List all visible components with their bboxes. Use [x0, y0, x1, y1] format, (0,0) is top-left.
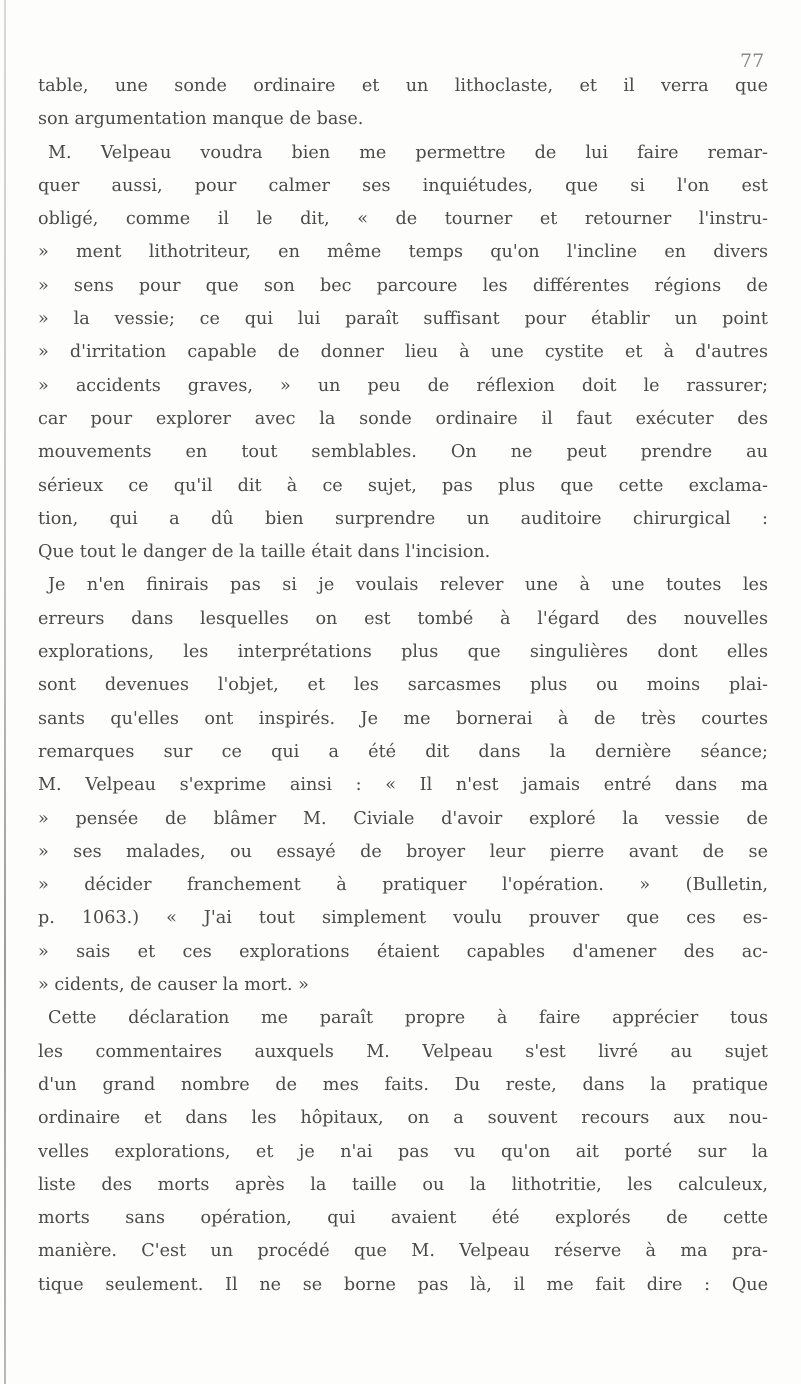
text-line: Je n'en finirais pas si je voulais relever une à une toutes les — [48, 575, 768, 596]
text-line: velles explorations, et je n'ai pas vu qu'on ait porté sur la — [38, 1141, 768, 1162]
text-line: obligé, comme il le dit, « de tourner et retourner l'instru- — [38, 209, 768, 230]
text-line: explorations, les interprétations plus que singulières dont elles — [38, 642, 768, 663]
body-text — [38, 70, 768, 1302]
text-line: » pensée de blâmer M. Civiale d'avoir exploré la vessie de — [38, 808, 768, 829]
text-line: » accidents graves, » un peu de réflexion doit le rassurer; — [38, 375, 768, 396]
text-line: Que tout le danger de la taille était dans l'incision. — [38, 542, 491, 563]
text-line: erreurs dans lesquelles on est tombé à l'égard des nouvelles — [38, 608, 768, 629]
text-line: sérieux ce qu'il dit à ce sujet, pas plus que cette exclama- — [38, 475, 768, 496]
text-line: Cette déclaration me paraît propre à faire apprécier tous — [48, 1008, 768, 1029]
text-line: M. Velpeau s'exprime ainsi : « Il n'est jamais entré dans ma — [38, 775, 768, 796]
text-line: remarques sur ce qui a été dit dans la dernière séance; — [38, 741, 768, 762]
text-line: » d'irritation capable de donner lieu à une cystite et à d'autres — [38, 342, 768, 363]
text-line: sants qu'elles ont inspirés. Je me bornerai à de très courtes — [38, 708, 768, 729]
text-line: tique seulement. Il ne se borne pas là, il me fait dire : Que — [38, 1274, 768, 1295]
text-line: car pour explorer avec la sonde ordinaire il faut exécuter des — [38, 408, 768, 429]
text-line: » la vessie; ce qui lui paraît suffisant pour établir un point — [38, 309, 768, 330]
page-edge-shadow — [4, 0, 6, 1384]
text-line: quer aussi, pour calmer ses inquiétudes, que si l'on est — [38, 175, 768, 196]
text-line: manière. C'est un procédé que M. Velpeau réserve à ma pra- — [38, 1241, 768, 1262]
text-line: liste des morts après la taille ou la lithotritie, les calculeux, — [38, 1174, 768, 1195]
text-line: d'un grand nombre de mes faits. Du reste, dans la pratique — [38, 1074, 768, 1095]
text-line: tion, qui a dû bien surprendre un auditoire chirurgical : — [38, 508, 768, 529]
text-line: mouvements en tout semblables. On ne peut prendre au — [38, 442, 768, 463]
text-line: » ment lithotriteur, en même temps qu'on l'incline en divers — [38, 242, 768, 263]
text-line: » cidents, de causer la mort. » — [38, 975, 309, 996]
text-line: M. Velpeau voudra bien me permettre de lui faire remar- — [48, 142, 768, 163]
text-line: morts sans opération, qui avaient été explorés de cette — [38, 1208, 768, 1229]
text-line: » ses malades, ou essayé de broyer leur pierre avant de se — [38, 841, 768, 862]
page-number: 77 — [740, 50, 765, 72]
text-line: table, une sonde ordinaire et un lithoclaste, et il verra que — [38, 76, 768, 96]
text-line: son argumentation manque de base. — [38, 109, 364, 130]
text-line: sont devenues l'objet, et les sarcasmes plus ou moins plai- — [38, 675, 768, 696]
text-line: les commentaires auxquels M. Velpeau s'est livré au sujet — [38, 1041, 768, 1062]
text-line: p. 1063.) « J'ai tout simplement voulu prouver que ces es- — [38, 908, 768, 929]
text-line: » sens pour que son bec parcoure les différentes régions de — [38, 275, 768, 296]
text-line: ordinaire et dans les hôpitaux, on a souvent recours aux nou- — [38, 1108, 768, 1129]
text-line: » décider franchement à pratiquer l'opération. » (Bulletin, — [38, 875, 768, 896]
text-line: » sais et ces explorations étaient capables d'amener des ac- — [38, 941, 768, 962]
